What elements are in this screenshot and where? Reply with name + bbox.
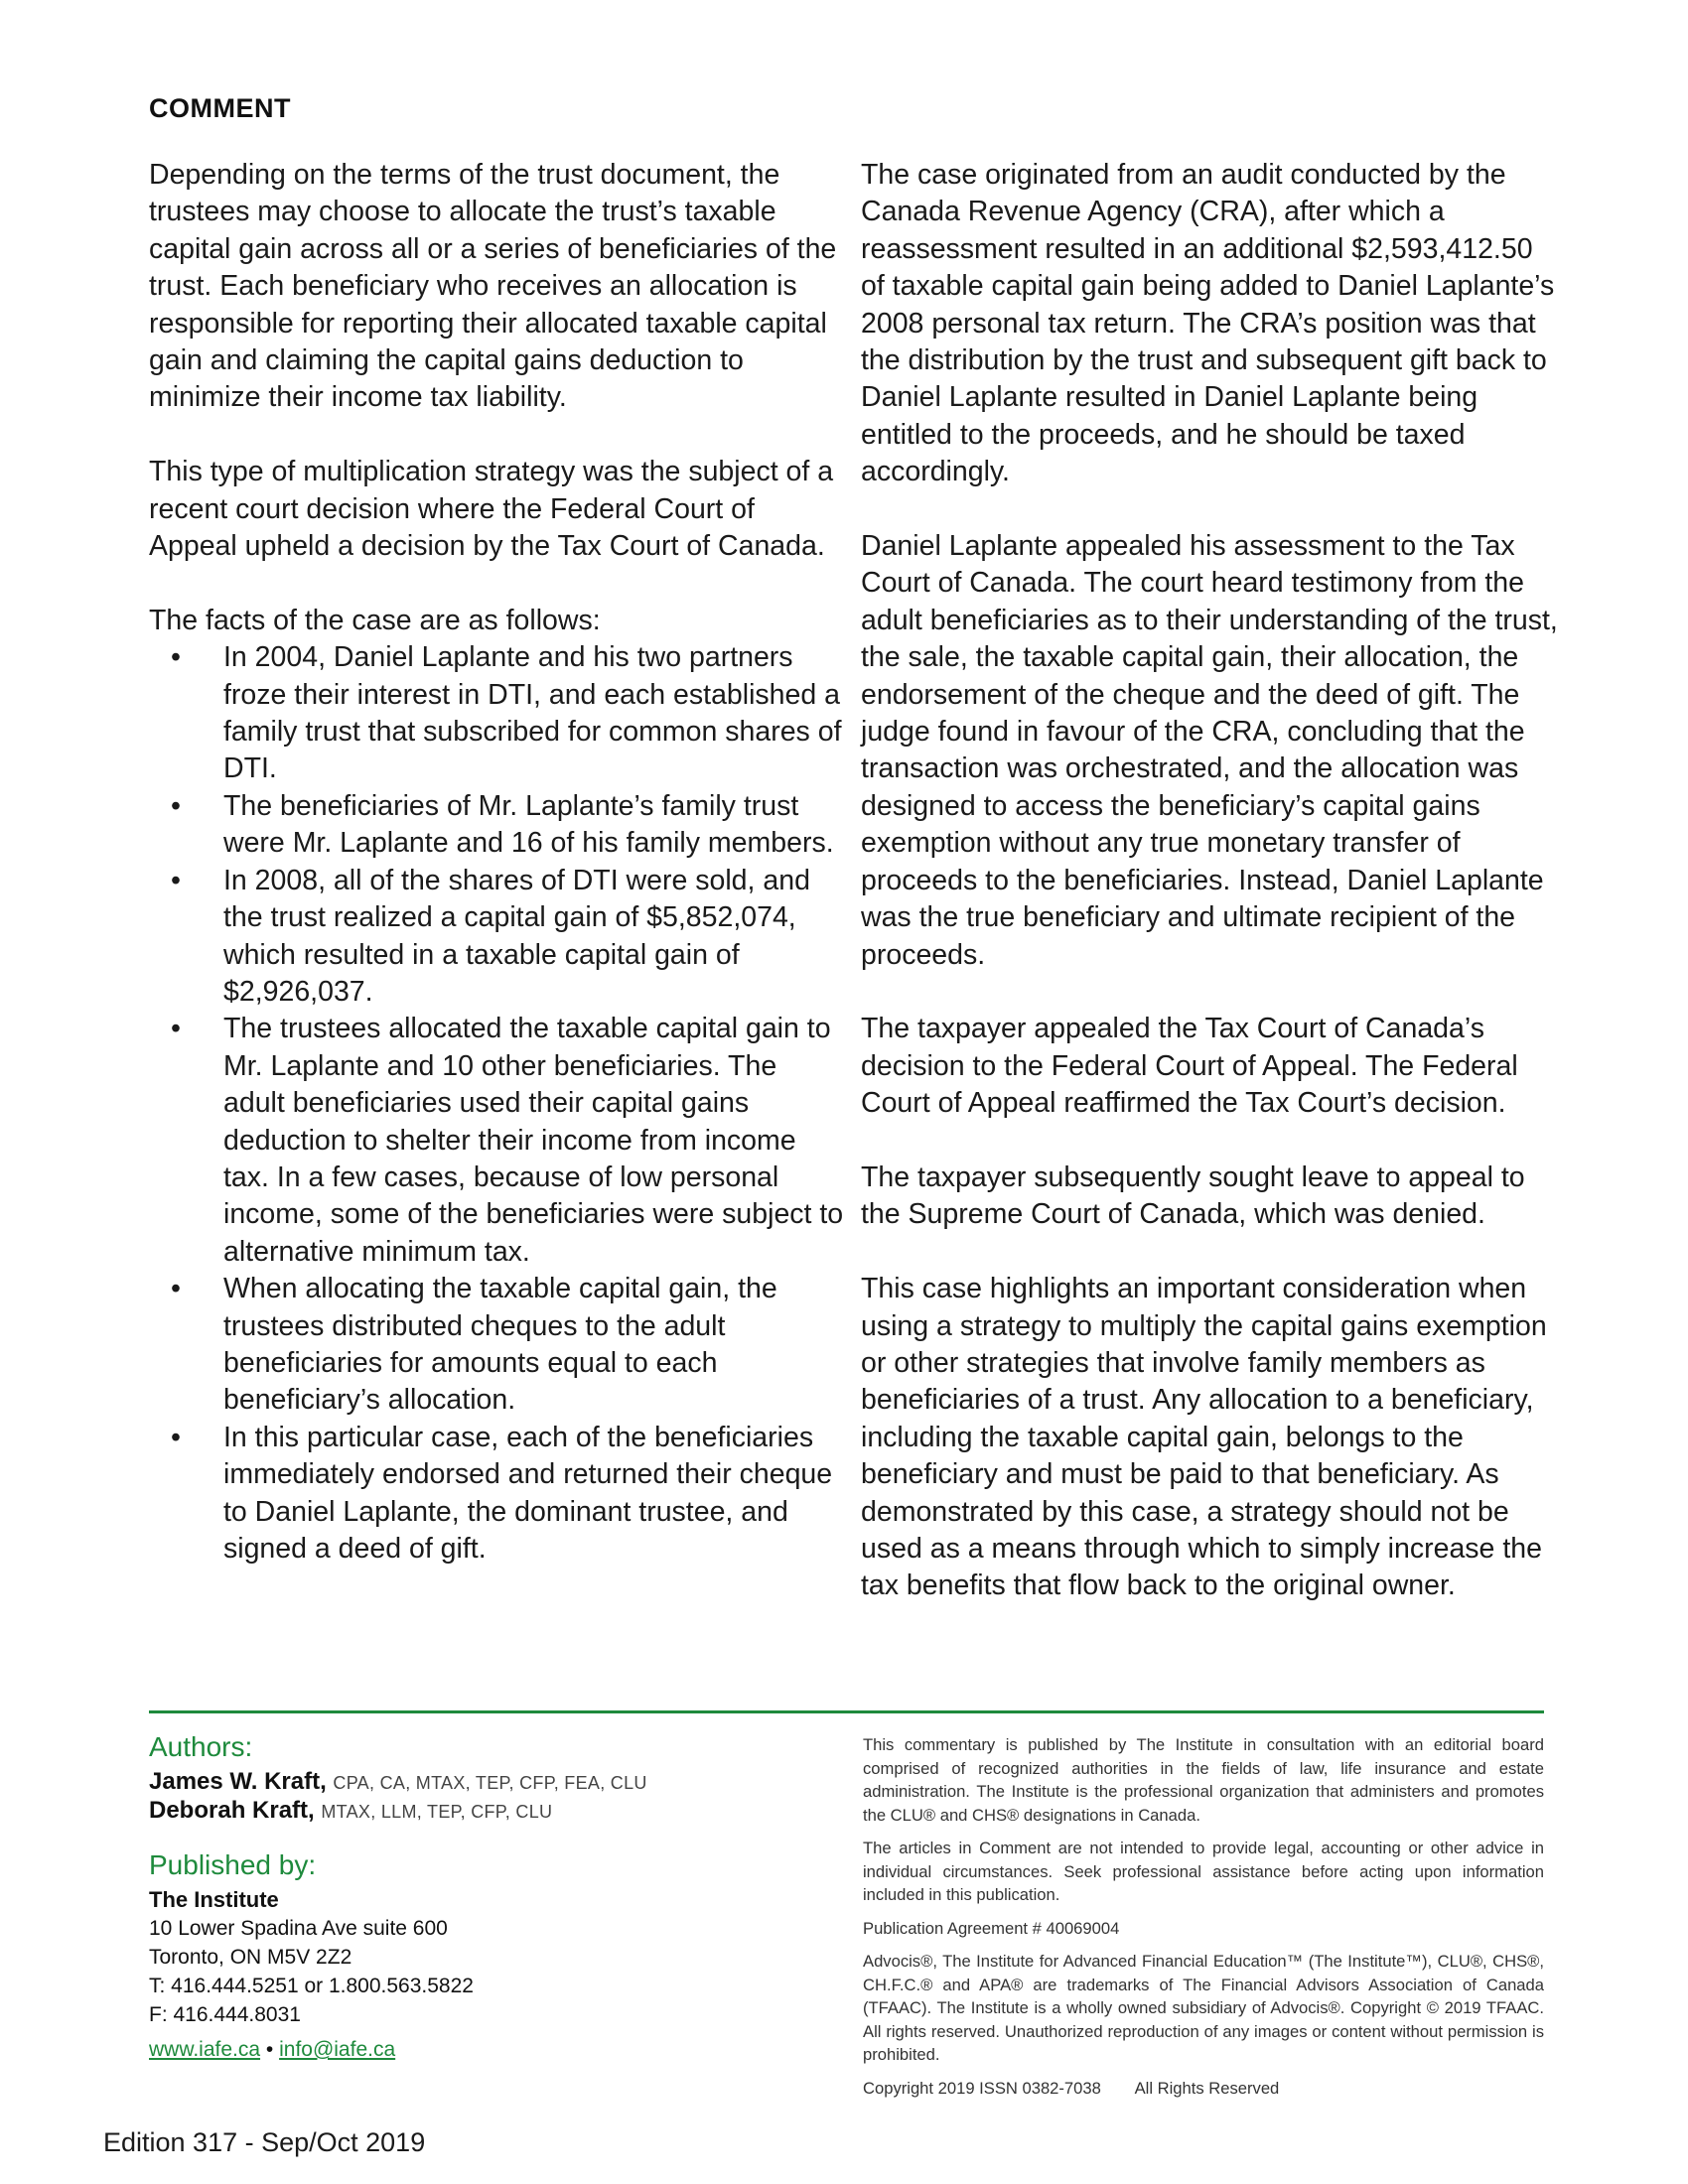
- rights-text: All Rights Reserved: [1134, 2078, 1280, 2098]
- disclaimer-text: The articles in Comment are not intended to provide legal, accounting or other advice in individual circumstances. Seek professional assistance before acting upon information included in this publication.: [863, 1839, 1544, 1904]
- publisher-heading: Published by:: [149, 1849, 317, 1880]
- copyright-text: Copyright 2019 ISSN 0382-7038: [863, 2078, 1101, 2098]
- bullet-icon: •: [171, 1013, 181, 1045]
- website-link[interactable]: www.iafe.ca: [149, 2038, 261, 2061]
- list-item-text: In this particular case, each of the beneficiaries immediately endorsed and returned their cheque to Daniel Laplante, the dominant trustee, and signed a deed of gift.: [223, 1421, 833, 1565]
- bullet-icon: •: [171, 1421, 181, 1453]
- author-credentials: CPA, CA, MTAX, TEP, CFP, FEA, CLU: [333, 1773, 647, 1793]
- list-item-text: When allocating the taxable capital gain, the trustees distributed cheques to the adult beneficiaries for amounts equal to each beneficiary’s allocation.: [223, 1273, 777, 1417]
- publisher-block: [149, 1885, 474, 2064]
- paragraph: The taxpayer subsequently sought leave to appeal to the Supreme Court of Canada, which was denied.: [861, 1160, 1525, 1231]
- publisher-name: The Institute: [149, 1887, 279, 1912]
- paragraph: This type of multiplication strategy was the subject of a recent court decision where the Federal Court of Appeal upheld a decision by the Tax Court of Canada.: [149, 456, 834, 563]
- fax-number: F: 416.444.8031: [149, 2003, 301, 2026]
- publication-agreement: Publication Agreement # 40069004: [863, 1918, 1120, 1938]
- paragraph: The taxpayer appealed the Tax Court of Canada’s decision to the Federal Court of Appeal. The Federal Court of Appeal reaffirmed the Tax Court’s decision.: [861, 1013, 1518, 1120]
- list-item: [149, 1420, 844, 1569]
- separator-dot: •: [265, 2038, 274, 2061]
- bullet-icon: •: [171, 641, 181, 674]
- list-item: [149, 639, 844, 788]
- list-item-text: In 2004, Daniel Laplante and his two partners froze their interest in DTI, and each established a family trust that subscribed for common shares of DTI.: [223, 641, 842, 785]
- section-heading: COMMENT: [149, 93, 291, 123]
- contact-links: [149, 2035, 474, 2064]
- author-name-text: Deborah Kraft,: [149, 1797, 315, 1824]
- authors-heading: Authors:: [149, 1731, 253, 1762]
- bullet-icon: •: [171, 864, 181, 896]
- disclaimer-text: This commentary is published by The Institute in consultation with an editorial board comprised of recognized authorities in the fields of law, life insurance and estate administration. The Institute is the professional organization that administers and promotes the CLU® and CHS® designations in Canada.: [863, 1735, 1544, 1825]
- paragraph: The case originated from an audit conducted by the Canada Revenue Agency (CRA), after which a reassessment resulted in an additional $2,593,412.50 of taxable capital gain being added to Daniel Laplante’s 2008 personal tax return. The CRA’s position was that the distribution by the trust and subsequent gift back to Daniel Laplante resulted in Daniel Laplante being entitled to the proceeds, and he should be taxed accordingly.: [861, 159, 1555, 488]
- facts-intro: The facts of the case are as follows:: [149, 604, 601, 636]
- address-line: Toronto, ON M5V 2Z2: [149, 1946, 352, 1969]
- list-item: [149, 1011, 844, 1271]
- divider-rule: [149, 1710, 1544, 1713]
- list-item-text: In 2008, all of the shares of DTI were sold, and the trust realized a capital gain of $5,852,074, which resulted in a taxable capital gain of $2,926,037.: [223, 864, 810, 1008]
- trademark-text: Advocis®, The Institute for Advanced Financial Education™ (The Institute™), CLU®, CHS®, CH.F.C.® and APA® are trademarks of The Financial Advisors Association of Canada (TFAAC). The Institute is a wholly owned subsidiary of Advocis®. Copyright © 2019 TFAAC. All rights reserved. Unauthorized reproduction of any images or content without permission is prohibited.: [863, 1952, 1544, 2064]
- paragraph: This case highlights an important consideration when using a strategy to multiply the capital gains exemption or other strategies that involve family members as beneficiaries of a trust. Any allocation to a beneficiary, including the taxable capital gain, belongs to the beneficiary and must be paid to that beneficiary. As demonstrated by this case, a strategy should not be used as a means through which to simply increase the tax benefits that flow back to the original owner.: [861, 1273, 1547, 1602]
- list-item-text: The beneficiaries of Mr. Laplante’s family trust were Mr. Laplante and 16 of his family members.: [223, 789, 834, 860]
- author-name-text: James W. Kraft,: [149, 1768, 327, 1795]
- bullet-icon: •: [171, 789, 181, 822]
- address-line: 10 Lower Spadina Ave suite 600: [149, 1917, 448, 1940]
- disclaimer-block: [863, 1733, 1544, 2110]
- list-item-text: The trustees allocated the taxable capital gain to Mr. Laplante and 10 other beneficiaries. The adult beneficiaries used their capital gains deduction to shelter their income from income tax. In a few cases, because of low personal income, some of the beneficiaries were subject to alternative minimum tax.: [223, 1013, 844, 1268]
- right-column: [861, 157, 1561, 1605]
- list-item: [149, 788, 844, 863]
- paragraph: Depending on the terms of the trust document, the trustees may choose to allocate the trust’s taxable capital gain across all or a series of beneficiaries of the trust. Each beneficiary who receives an allocation is responsible for reporting their allocated taxable capital gain and claiming the capital gains deduction to minimize their income tax liability.: [149, 159, 837, 414]
- author-name: [149, 1768, 647, 1796]
- list-item: [149, 1271, 844, 1420]
- paragraph: Daniel Laplante appealed his assessment to the Tax Court of Canada. The court heard testimony from the adult beneficiaries as to their understanding of the trust, the sale, the taxable capital gain, their allocation, the endorsement of the cheque and the deed of gift. The judge found in favour of the CRA, concluding that the transaction was orchestrated, and the allocation was designed to access the beneficiary’s capital gains exemption without any true monetary transfer of proceeds to the beneficiaries. Instead, Daniel Laplante was the true beneficiary and ultimate recipient of the proceeds.: [861, 530, 1558, 971]
- list-item: [149, 863, 844, 1012]
- phone-number: T: 416.444.5251 or 1.800.563.5822: [149, 1975, 474, 1997]
- email-link[interactable]: info@iafe.ca: [279, 2038, 396, 2061]
- author-credentials: MTAX, LLM, TEP, CFP, CLU: [321, 1802, 553, 1822]
- bullet-icon: •: [171, 1273, 181, 1305]
- left-column: [149, 157, 844, 1568]
- author-name: [149, 1797, 552, 1825]
- copyright-line: [863, 2077, 1544, 2101]
- facts-list: [149, 639, 844, 1568]
- edition-footer: Edition 317 - Sep/Oct 2019: [103, 2127, 426, 2157]
